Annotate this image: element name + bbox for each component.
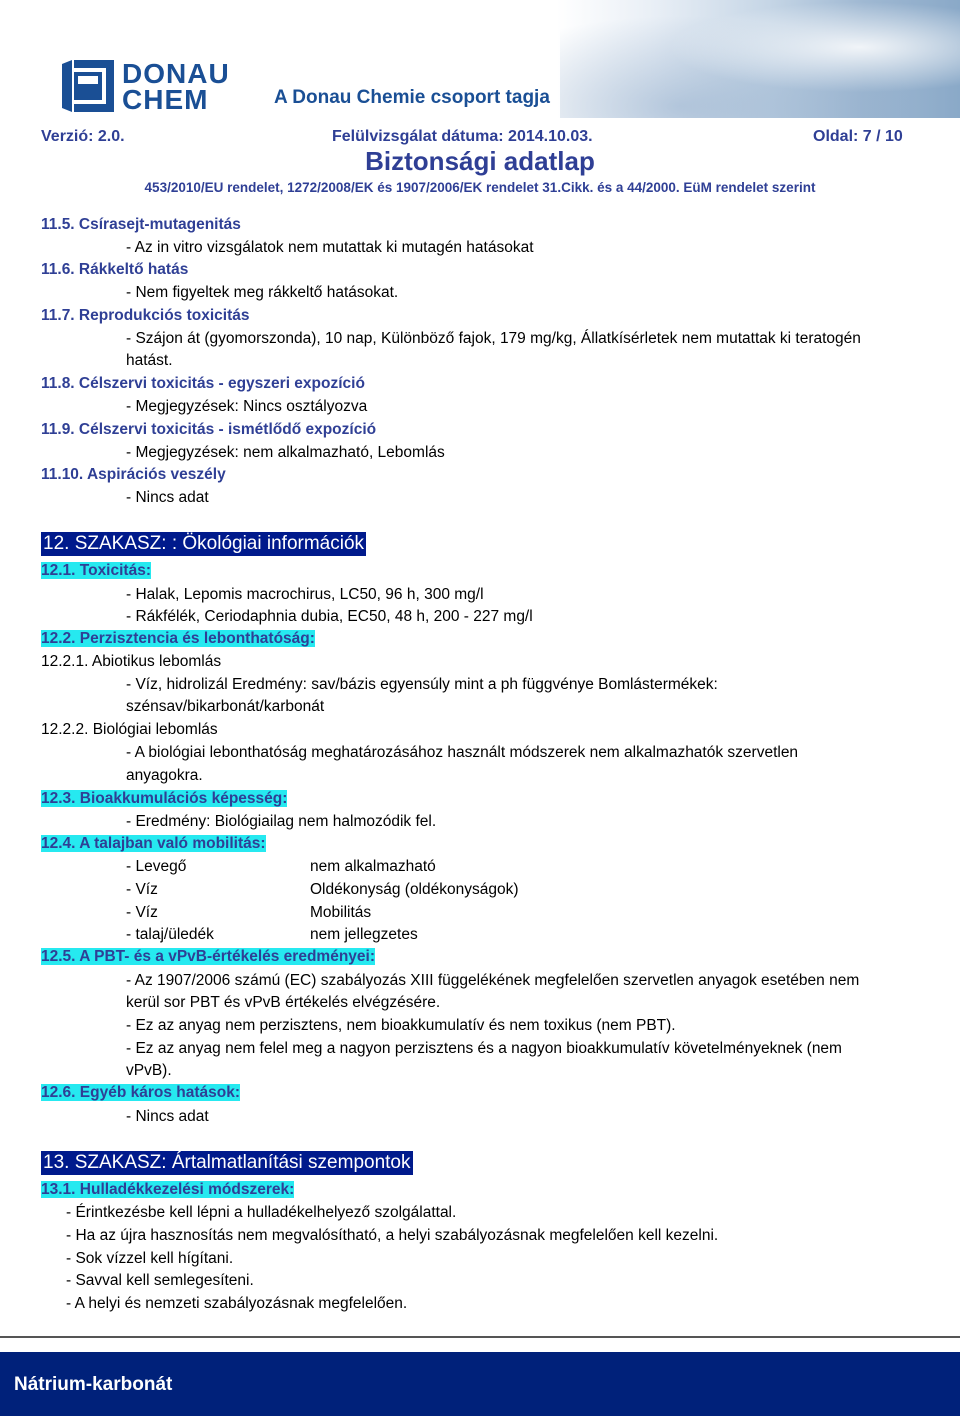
brand-tagline: A Donau Chemie csoport tagja <box>274 87 550 108</box>
text-11-5: - Az in vitro vizsgálatok nem mutattak ki mutagén hatásokat <box>126 239 534 256</box>
regulation-line: 453/2010/EU rendelet, 1272/2008/EK és 1907/2006/EK rendelet 31.Cikk. és a 44/2000. EüM rendelet szerint <box>144 180 816 195</box>
mobility-medium: - Levegő <box>126 858 187 875</box>
brand-name-line1: DONAU <box>122 58 230 89</box>
version-label: Verzió: 2.0. <box>41 128 125 145</box>
section-13-title: 13. SZAKASZ: Ártalmatlanítási szempontok <box>43 1152 411 1173</box>
heading-11-9: 11.9. Célszervi toxicitás - ismétlődő expozíció <box>41 421 377 438</box>
page-number: Oldal: 7 / 10 <box>813 128 903 145</box>
heading-12-3: 12.3. Bioakkumulációs képesség: <box>41 790 288 807</box>
text-12-2-1b: szénsav/bikarbonát/karbonát <box>126 698 325 715</box>
heading-11-6: 11.6. Rákkeltő hatás <box>41 261 189 278</box>
document-title: Biztonsági adatlap <box>365 146 595 176</box>
footer-bar <box>0 1352 960 1416</box>
text-11-7b: hatást. <box>126 352 173 369</box>
text-12-3: - Eredmény: Biológiailag nem halmozódik fel. <box>126 813 437 830</box>
heading-11-8: 11.8. Célszervi toxicitás - egyszeri expozíció <box>41 375 365 392</box>
product-name: Nátrium-karbonát <box>14 1374 173 1395</box>
text-11-6: - Nem figyeltek meg rákkeltő hatásokat. <box>126 284 399 301</box>
list-item: - Sok vízzel kell hígítani. <box>66 1250 234 1267</box>
text-11-9: - Megjegyzések: nem alkalmazható, Lebomlás <box>126 444 445 461</box>
heading-12-1: 12.1. Toxicitás: <box>41 562 151 579</box>
text-12-2-1a: - Víz, hidrolizál Eredmény: sav/bázis egyensúly mint a ph függvénye Bomlástermékek: <box>126 676 718 693</box>
mobility-value: Oldékonyság (oldékonyságok) <box>310 881 519 898</box>
list-item: - Ha az újra hasznosítás nem megvalósítható, a helyi szabályozásnak megfelelően kell kezelni. <box>66 1227 719 1244</box>
heading-12-2-2: 12.2.2. Biológiai lebomlás <box>41 721 218 738</box>
text-12-5b: kerül sor PBT és vPvB értékelés elvégzésére. <box>126 994 441 1011</box>
text-12-5e: vPvB). <box>126 1062 172 1079</box>
heading-11-7: 11.7. Reprodukciós toxicitás <box>41 307 250 324</box>
list-item: - A helyi és nemzeti szabályozásnak megfelelően. <box>66 1295 408 1312</box>
header-banner <box>0 0 960 118</box>
footer-divider <box>0 1336 960 1338</box>
text-11-8: - Megjegyzések: Nincs osztályozva <box>126 398 368 415</box>
heading-12-5: 12.5. A PBT- és a vPvB-értékelés eredményei: <box>41 948 375 965</box>
text-12-5c: - Ez az anyag nem perzisztens, nem bioakkumulatív és nem toxikus (nem PBT). <box>126 1017 676 1034</box>
mobility-medium: - Víz <box>126 904 158 921</box>
text-12-2-2b: anyagokra. <box>126 767 203 784</box>
heading-13-1: 13.1. Hulladékkezelési módszerek: <box>41 1181 295 1198</box>
text-12-2-2a: - A biológiai lebonthatóság meghatározásához használt módszerek nem alkalmazhatók szervetlen <box>126 744 799 761</box>
donau-chem-logo-icon <box>62 60 114 112</box>
heading-12-2: 12.2. Perzisztencia és lebonthatóság: <box>41 630 315 647</box>
heading-11-10: 11.10. Aspirációs veszély <box>41 466 226 483</box>
text-12-5a: - Az 1907/2006 számú (EC) szabályozás XIII függelékének megfelelően szervetlen anyagok esetében nem <box>126 972 860 989</box>
heading-11-5: 11.5. Csírasejt-mutagenitás <box>41 216 241 233</box>
text-12-5d: - Ez az anyag nem felel meg a nagyon perzisztens és a nagyon bioakkumulatív követelményeknek (nem <box>126 1040 842 1057</box>
list-item: - Érintkezésbe kell lépni a hulladékelhelyező szolgálattal. <box>66 1204 457 1221</box>
revision-date: Felülvizsgálat dátuma: 2014.10.03. <box>332 128 593 145</box>
text-12-1a: - Halak, Lepomis macrochirus, LC50, 96 h, 300 mg/l <box>126 586 484 603</box>
mobility-value: nem jellegzetes <box>310 926 418 943</box>
heading-12-4: 12.4. A talajban való mobilitás: <box>41 835 266 852</box>
mobility-medium: - talaj/üledék <box>126 926 214 943</box>
text-11-10: - Nincs adat <box>126 489 209 506</box>
heading-12-6: 12.6. Egyéb káros hatások: <box>41 1084 241 1101</box>
text-11-7a: - Szájon át (gyomorszonda), 10 nap, Különböző fajok, 179 mg/kg, Állatkísérletek nem mutattak ki teratogén <box>126 330 861 347</box>
text-12-1b: - Rákfélék, Ceriodaphnia dubia, EC50, 48 h, 200 - 227 mg/l <box>126 608 533 625</box>
mobility-value: Mobilitás <box>310 904 372 921</box>
mobility-value: nem alkalmazható <box>310 858 436 875</box>
heading-12-2-1: 12.2.1. Abiotikus lebomlás <box>41 653 222 670</box>
section-12-title: 12. SZAKASZ: : Ökológiai információk <box>43 533 365 554</box>
brand-name-line2: CHEM <box>122 84 209 115</box>
text-12-6: - Nincs adat <box>126 1108 209 1125</box>
list-item: - Savval kell semlegesíteni. <box>66 1272 254 1289</box>
mobility-medium: - Víz <box>126 881 158 898</box>
